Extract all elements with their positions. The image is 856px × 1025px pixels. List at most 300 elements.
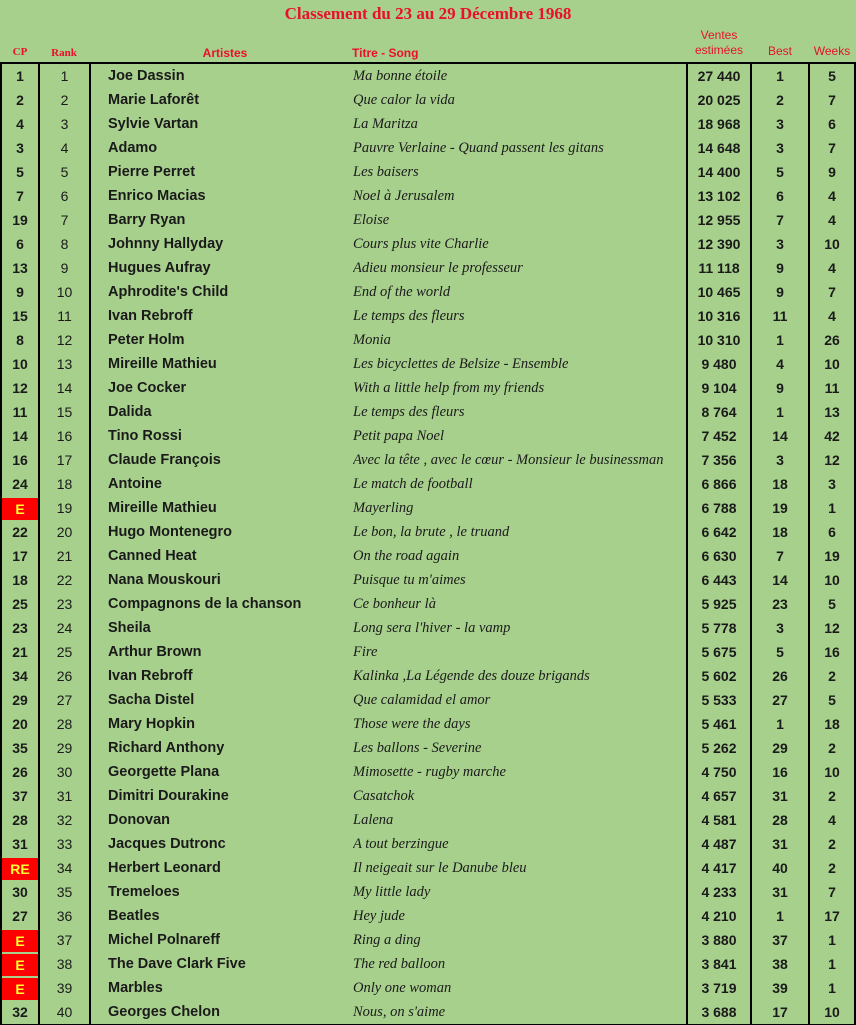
cell-artist: Ivan Rebroff: [108, 308, 193, 324]
cell-cp: 31: [12, 836, 28, 852]
cell-rank: 8: [60, 236, 69, 252]
cell-song: Eloise: [353, 212, 390, 228]
cell-song: Les baisers: [353, 164, 419, 180]
cell-sales: 12 390: [697, 236, 741, 252]
cell-cp: 12: [12, 380, 28, 396]
cell-best: 17: [772, 1004, 788, 1020]
cell-rank: 1: [60, 68, 69, 84]
header-artist: Artistes: [202, 46, 248, 60]
cell-rank: 10: [56, 284, 73, 300]
cell-rank: 27: [56, 692, 73, 708]
cell-rank: 21: [56, 548, 73, 564]
cell-cp: 34: [12, 668, 28, 684]
cell-cp: 11: [12, 404, 28, 420]
cell-song: Monia: [353, 332, 391, 348]
table-row: [0, 568, 856, 592]
cell-cp: E: [2, 954, 38, 976]
cell-weeks: 2: [828, 788, 836, 804]
cell-cp: 25: [12, 596, 28, 612]
cell-artist: Nana Mouskouri: [108, 572, 221, 588]
cell-weeks: 7: [828, 884, 836, 900]
table-row: [0, 112, 856, 136]
cell-rank: 32: [56, 812, 73, 828]
cell-rank: 33: [56, 836, 73, 852]
cell-best: 31: [772, 836, 788, 852]
cell-best: 16: [772, 764, 788, 780]
cell-cp: 24: [12, 476, 28, 492]
cell-best: 3: [776, 236, 784, 252]
cell-best: 1: [776, 908, 784, 924]
cell-song: Fire: [353, 644, 378, 660]
cell-song: On the road again: [353, 548, 460, 564]
cell-rank: 37: [56, 932, 73, 948]
cell-sales: 4 233: [701, 884, 737, 900]
cell-rank: 39: [56, 980, 73, 996]
cell-cp: 17: [12, 548, 28, 564]
cell-rank: 3: [60, 116, 69, 132]
cell-sales: 6 630: [701, 548, 737, 564]
cell-song: Puisque tu m'aimes: [353, 572, 466, 588]
cell-sales: 5 675: [701, 644, 737, 660]
cell-song: Que calor la vida: [353, 92, 455, 108]
cell-best: 2: [776, 92, 784, 108]
table-row: [0, 544, 856, 568]
cell-artist: Donovan: [108, 812, 171, 828]
cell-rank: 26: [56, 668, 73, 684]
cell-artist: Antoine: [108, 476, 162, 492]
cell-weeks: 26: [824, 332, 840, 348]
cell-song: Ma bonne étoile: [353, 68, 448, 84]
cell-artist: The Dave Clark Five: [108, 956, 246, 972]
cell-weeks: 1: [828, 932, 836, 948]
cell-rank: 17: [56, 452, 73, 468]
table-row: [0, 232, 856, 256]
cell-artist: Mireille Mathieu: [108, 356, 217, 372]
cell-sales: 3 841: [701, 956, 737, 972]
cell-weeks: 19: [824, 548, 840, 564]
cell-sales: 5 925: [701, 596, 737, 612]
table-row: [0, 832, 856, 856]
cell-best: 9: [776, 260, 784, 276]
cell-best: 38: [772, 956, 788, 972]
cell-best: 26: [772, 668, 788, 684]
cell-rank: 14: [56, 380, 73, 396]
cell-song: Le bon, la brute , le truand: [353, 524, 510, 540]
table-row: [0, 688, 856, 712]
cell-best: 7: [776, 212, 784, 228]
cell-best: 3: [776, 620, 784, 636]
cell-artist: Compagnons de la chanson: [108, 596, 302, 612]
cell-weeks: 5: [828, 68, 836, 84]
cell-song: Cours plus vite Charlie: [353, 236, 489, 252]
header-best: Best: [767, 44, 792, 58]
cell-best: 11: [772, 308, 788, 324]
cell-cp: 21: [12, 644, 28, 660]
cell-sales: 12 955: [697, 212, 741, 228]
cell-weeks: 10: [824, 764, 840, 780]
cell-artist: Marie Laforêt: [108, 92, 200, 108]
cell-weeks: 7: [828, 284, 836, 300]
cell-weeks: 10: [824, 572, 840, 588]
cell-best: 18: [772, 476, 788, 492]
cell-sales: 14 648: [697, 140, 741, 156]
cell-song: Ce bonheur là: [353, 596, 436, 612]
cell-cp: 20: [12, 716, 28, 732]
cell-best: 1: [776, 404, 784, 420]
cell-song: Mayerling: [353, 500, 414, 516]
cell-weeks: 2: [828, 740, 836, 756]
cell-artist: Enrico Macias: [108, 188, 206, 204]
cell-rank: 11: [57, 308, 72, 324]
cell-best: 27: [772, 692, 788, 708]
cell-sales: 7 452: [701, 428, 737, 444]
cell-artist: Hugo Montenegro: [108, 524, 233, 540]
cell-cp: 29: [12, 692, 28, 708]
cell-sales: 4 750: [701, 764, 737, 780]
cell-artist: Johnny Hallyday: [108, 236, 224, 252]
cell-song: Le temps des fleurs: [353, 404, 465, 420]
cell-song: Noel à Jerusalem: [353, 188, 455, 204]
cell-song: With a little help from my friends: [353, 380, 545, 396]
table-row: [0, 856, 856, 880]
cell-cp: 4: [16, 116, 24, 132]
table-row: [0, 616, 856, 640]
cell-artist: Dalida: [108, 404, 152, 420]
cell-sales: 10 310: [697, 332, 741, 348]
cell-best: 14: [772, 572, 788, 588]
cell-song: Il neigeait sur le Danube bleu: [353, 860, 527, 876]
table-row: [0, 664, 856, 688]
table-row: [0, 136, 856, 160]
header-sales: [686, 28, 752, 58]
cell-weeks: 12: [824, 620, 840, 636]
cell-cp: 37: [12, 788, 28, 804]
table-row: [0, 640, 856, 664]
table-row: [0, 736, 856, 760]
cell-best: 29: [772, 740, 788, 756]
cell-cp: E: [2, 498, 38, 520]
cell-cp: 22: [12, 524, 28, 540]
cell-sales: 4 581: [701, 812, 737, 828]
cell-rank: 2: [60, 92, 69, 108]
cell-cp: 6: [16, 236, 24, 252]
cell-sales: 9 104: [701, 380, 737, 396]
cell-song: My little lady: [353, 884, 431, 900]
cell-artist: Sheila: [108, 620, 151, 636]
cell-best: 31: [772, 884, 788, 900]
cell-song: Les bicyclettes de Belsize - Ensemble: [353, 356, 569, 372]
cell-artist: Richard Anthony: [108, 740, 225, 756]
cell-song: End of the world: [353, 284, 451, 300]
cell-rank: 24: [56, 620, 73, 636]
cell-cp: RE: [2, 858, 38, 880]
cell-artist: Herbert Leonard: [108, 860, 221, 876]
header-sales-line2: estimées: [694, 43, 744, 57]
cell-rank: 18: [56, 476, 73, 492]
cell-rank: 35: [56, 884, 73, 900]
cell-best: 5: [776, 644, 784, 660]
cell-rank: 30: [56, 764, 73, 780]
header-song: Titre - Song: [352, 46, 419, 60]
cell-song: Those were the days: [353, 716, 471, 732]
cell-song: A tout berzingue: [353, 836, 449, 852]
page-title: Classement du 23 au 29 Décembre 1968: [284, 4, 572, 23]
cell-cp: 27: [12, 908, 28, 924]
cell-artist: Mireille Mathieu: [108, 500, 217, 516]
cell-rank: 38: [56, 956, 73, 972]
table-row: [0, 496, 856, 520]
cell-artist: Michel Polnareff: [108, 932, 220, 948]
cell-weeks: 17: [824, 908, 840, 924]
cell-song: Nous, on s'aime: [353, 1004, 446, 1020]
cell-cp: 7: [16, 188, 24, 204]
cell-song: Avec la tête , avec le cœur - Monsieur le businessman: [353, 452, 664, 468]
cell-cp: 23: [12, 620, 28, 636]
cell-sales: 4 210: [701, 908, 737, 924]
table-row: [0, 520, 856, 544]
cell-sales: 3 688: [701, 1004, 737, 1020]
cell-weeks: 5: [828, 692, 836, 708]
cell-sales: 14 400: [697, 164, 741, 180]
cell-artist: Joe Cocker: [108, 380, 187, 396]
cell-rank: 31: [56, 788, 73, 804]
cell-weeks: 1: [828, 980, 836, 996]
cell-sales: 9 480: [701, 356, 737, 372]
cell-song: Kalinka ,La Légende des douze brigands: [353, 668, 590, 684]
cell-rank: 34: [56, 860, 73, 876]
cell-sales: 3 880: [701, 932, 737, 948]
table-row: [0, 880, 856, 904]
table-row: [0, 328, 856, 352]
cell-sales: 5 778: [701, 620, 737, 636]
cell-rank: 6: [60, 188, 69, 204]
table-row: [0, 808, 856, 832]
table-row: [0, 160, 856, 184]
cell-cp: E: [2, 978, 38, 1000]
cell-song: Lalena: [353, 812, 394, 828]
cell-rank: 20: [56, 524, 73, 540]
cell-best: 7: [776, 548, 784, 564]
cell-song: The red balloon: [353, 956, 446, 972]
cell-cp: 1: [16, 68, 24, 84]
cell-artist: Aphrodite's Child: [108, 284, 229, 300]
header-sales-line1: Ventes: [700, 28, 738, 42]
cell-sales: 3 719: [701, 980, 737, 996]
cell-best: 37: [772, 932, 788, 948]
cell-rank: 9: [60, 260, 69, 276]
cell-song: Only one woman: [353, 980, 452, 996]
cell-best: 3: [776, 140, 784, 156]
cell-cp: 18: [12, 572, 28, 588]
cell-song: Petit papa Noel: [353, 428, 445, 444]
cell-weeks: 11: [824, 380, 840, 396]
cell-song: Ring a ding: [353, 932, 421, 948]
cell-artist: Tino Rossi: [108, 428, 182, 444]
cell-weeks: 3: [828, 476, 836, 492]
cell-artist: Mary Hopkin: [108, 716, 196, 732]
cell-best: 23: [772, 596, 788, 612]
cell-rank: 7: [60, 212, 69, 228]
table-row: [0, 1000, 856, 1024]
cell-best: 19: [772, 500, 788, 516]
cell-sales: 4 657: [701, 788, 737, 804]
cell-artist: Claude François: [108, 452, 221, 468]
cell-sales: 4 417: [701, 860, 737, 876]
cell-cp: 5: [16, 164, 24, 180]
cell-weeks: 4: [828, 260, 836, 276]
cell-song: La Maritza: [353, 116, 418, 132]
cell-weeks: 2: [828, 860, 836, 876]
cell-cp: 8: [16, 332, 24, 348]
cell-sales: 5 533: [701, 692, 737, 708]
cell-cp: 16: [12, 452, 28, 468]
cell-artist: Ivan Rebroff: [108, 668, 193, 684]
table-row: [0, 928, 856, 952]
cell-best: 1: [776, 68, 784, 84]
cell-best: 18: [772, 524, 788, 540]
cell-sales: 6 642: [701, 524, 737, 540]
cell-rank: 13: [56, 356, 73, 372]
cell-sales: 8 764: [701, 404, 737, 420]
cell-artist: Georgette Plana: [108, 764, 220, 780]
table-row: [0, 304, 856, 328]
cell-rank: 28: [56, 716, 73, 732]
cell-artist: Joe Dassin: [108, 68, 185, 84]
cell-best: 4: [776, 356, 784, 372]
cell-sales: 11 118: [698, 260, 740, 276]
cell-sales: 5 602: [701, 668, 737, 684]
cell-cp: 30: [12, 884, 28, 900]
cell-weeks: 4: [828, 188, 836, 204]
cell-cp: 19: [12, 212, 28, 228]
cell-cp: E: [2, 930, 38, 952]
table-row: [0, 400, 856, 424]
cell-cp: 10: [12, 356, 28, 372]
table-row: [0, 976, 856, 1000]
cell-weeks: 6: [828, 524, 836, 540]
cell-rank: 4: [60, 140, 69, 156]
cell-artist: Arthur Brown: [108, 644, 202, 660]
table-row: [0, 712, 856, 736]
cell-song: Pauvre Verlaine - Quand passent les gitans: [353, 140, 604, 156]
table-row: [0, 904, 856, 928]
cell-artist: Canned Heat: [108, 548, 197, 564]
cell-artist: Tremeloes: [108, 884, 180, 900]
cell-cp: 13: [12, 260, 28, 276]
cell-best: 9: [776, 380, 784, 396]
cell-song: Adieu monsieur le professeur: [353, 260, 523, 276]
table-row: [0, 208, 856, 232]
cell-sales: 7 356: [701, 452, 737, 468]
cell-best: 3: [776, 116, 784, 132]
cell-best: 40: [772, 860, 788, 876]
table-row: [0, 280, 856, 304]
cell-sales: 6 866: [701, 476, 737, 492]
cell-sales: 13 102: [697, 188, 741, 204]
cell-artist: Jacques Dutronc: [108, 836, 226, 852]
cell-song: Le temps des fleurs: [353, 308, 465, 324]
cell-artist: Pierre Perret: [108, 164, 196, 180]
cell-artist: Hugues Aufray: [108, 260, 211, 276]
cell-cp: 15: [12, 308, 28, 324]
cell-sales: 5 461: [701, 716, 737, 732]
cell-sales: 6 443: [701, 572, 737, 588]
table-row: [0, 184, 856, 208]
cell-cp: 35: [12, 740, 28, 756]
table-row: [0, 592, 856, 616]
cell-weeks: 2: [828, 668, 836, 684]
cell-artist: Adamo: [108, 140, 158, 156]
cell-song: Hey jude: [353, 908, 405, 924]
cell-artist: Marbles: [108, 980, 163, 996]
cell-weeks: 6: [828, 116, 836, 132]
cell-rank: 22: [56, 572, 73, 588]
cell-weeks: 4: [828, 812, 836, 828]
cell-artist: Georges Chelon: [108, 1004, 220, 1020]
cell-weeks: 2: [828, 836, 836, 852]
cell-best: 9: [776, 284, 784, 300]
cell-sales: 5 262: [701, 740, 737, 756]
table-row: [0, 256, 856, 280]
cell-rank: 15: [56, 404, 73, 420]
cell-rank: 5: [60, 164, 69, 180]
cell-best: 39: [772, 980, 788, 996]
cell-weeks: 7: [828, 92, 836, 108]
table-row: [0, 88, 856, 112]
table-row: [0, 472, 856, 496]
table-row: [0, 376, 856, 400]
cell-best: 6: [776, 188, 784, 204]
table-row: [0, 952, 856, 976]
cell-weeks: 5: [828, 596, 836, 612]
cell-weeks: 18: [824, 716, 840, 732]
cell-cp: 26: [12, 764, 28, 780]
cell-weeks: 12: [824, 452, 840, 468]
cell-best: 14: [772, 428, 788, 444]
cell-artist: Peter Holm: [108, 332, 185, 348]
cell-artist: Dimitri Dourakine: [108, 788, 229, 804]
cell-rank: 25: [56, 644, 73, 660]
cell-rank: 40: [56, 1004, 73, 1020]
table-row: [0, 784, 856, 808]
cell-weeks: 9: [828, 164, 836, 180]
cell-song: Long sera l'hiver - la vamp: [353, 620, 511, 636]
cell-artist: Sylvie Vartan: [108, 116, 199, 132]
cell-cp: 32: [12, 1004, 28, 1020]
cell-weeks: 10: [824, 356, 840, 372]
cell-weeks: 16: [824, 644, 840, 660]
cell-sales: 10 316: [697, 308, 741, 324]
cell-rank: 16: [56, 428, 73, 444]
cell-song: Casatchok: [353, 788, 415, 804]
cell-weeks: 1: [828, 500, 836, 516]
cell-song: Mimosette - rugby marche: [353, 764, 506, 780]
cell-cp: 2: [16, 92, 24, 108]
header-weeks: Weeks: [813, 44, 851, 58]
table-row: [0, 448, 856, 472]
cell-weeks: 1: [828, 956, 836, 972]
cell-artist: Beatles: [108, 908, 160, 924]
cell-artist: Sacha Distel: [108, 692, 195, 708]
cell-best: 1: [776, 716, 784, 732]
cell-best: 31: [772, 788, 788, 804]
cell-sales: 6 788: [701, 500, 737, 516]
cell-sales: 20 025: [697, 92, 741, 108]
cell-rank: 12: [56, 332, 73, 348]
cell-weeks: 4: [828, 212, 836, 228]
cell-cp: 14: [12, 428, 28, 444]
table-row: [0, 64, 856, 88]
